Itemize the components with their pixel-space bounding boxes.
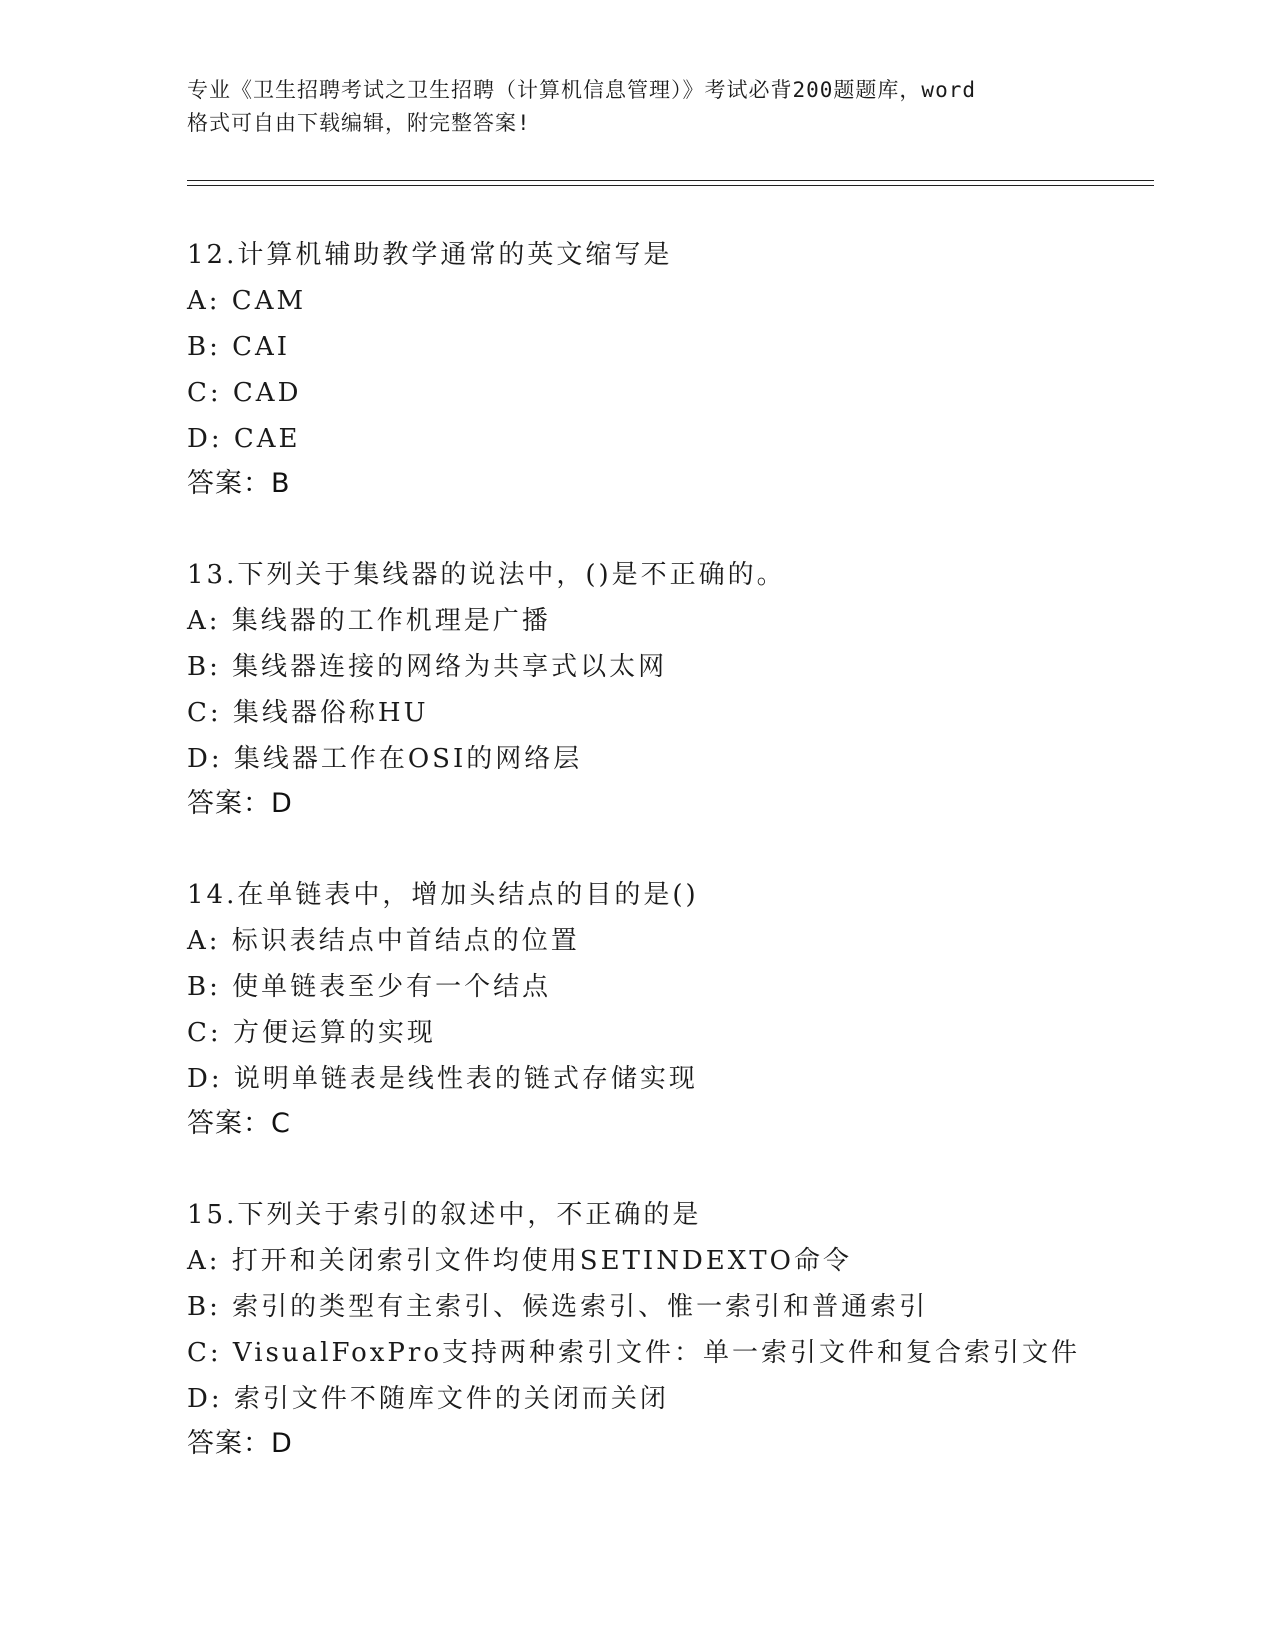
answer: 答案：D <box>187 1428 293 1459</box>
question-stem: 14.在单链表中，增加头结点的目的是() <box>187 880 699 910</box>
option-d: D: 索引文件不随库文件的关闭而关闭 <box>187 1384 669 1414</box>
option-c: C: VisualFoxPro支持两种索引文件：单一索引文件和复合索引文件 <box>187 1338 1080 1368</box>
question-list <box>187 232 1147 1512</box>
option-d: D: CAE <box>187 424 301 454</box>
option-b: B: 使单链表至少有一个结点 <box>187 972 552 1002</box>
question-stem: 13.下列关于集线器的说法中，()是不正确的。 <box>187 560 786 590</box>
header-line-2: 格式可自由下载编辑，附完整答案! <box>187 111 531 135</box>
answer: 答案：B <box>187 468 291 499</box>
question-stem: 15.下列关于索引的叙述中，不正确的是 <box>187 1200 702 1230</box>
option-b: B: 集线器连接的网络为共享式以太网 <box>187 652 668 682</box>
option-c: C: 集线器俗称HU <box>187 698 429 728</box>
question-15 <box>187 1192 1147 1512</box>
question-stem: 12.计算机辅助教学通常的英文缩写是 <box>187 240 673 270</box>
option-c: C: 方便运算的实现 <box>187 1018 436 1048</box>
header-divider-bottom <box>187 185 1154 186</box>
option-d: D: 说明单链表是线性表的链式存储实现 <box>187 1064 698 1094</box>
header-line-1: 专业《卫生招聘考试之卫生招聘（计算机信息管理）》考试必背200题题库，word <box>187 78 976 102</box>
option-a: A: 集线器的工作机理是广播 <box>187 606 551 636</box>
option-d: D: 集线器工作在OSI的网络层 <box>187 744 583 774</box>
question-12 <box>187 232 1147 552</box>
option-c: C: CAD <box>187 378 302 408</box>
option-b: B: 索引的类型有主索引、候选索引、惟一索引和普通索引 <box>187 1292 929 1322</box>
document-header <box>187 74 1087 140</box>
option-a: A: CAM <box>187 286 307 316</box>
option-b: B: CAI <box>187 332 291 362</box>
answer: 答案：D <box>187 788 293 819</box>
question-14 <box>187 872 1147 1192</box>
question-13 <box>187 552 1147 872</box>
answer: 答案：C <box>187 1108 291 1139</box>
option-a: A: 打开和关闭索引文件均使用SETINDEXTO命令 <box>187 1246 852 1276</box>
header-divider-top <box>187 180 1154 181</box>
option-a: A: 标识表结点中首结点的位置 <box>187 926 580 956</box>
